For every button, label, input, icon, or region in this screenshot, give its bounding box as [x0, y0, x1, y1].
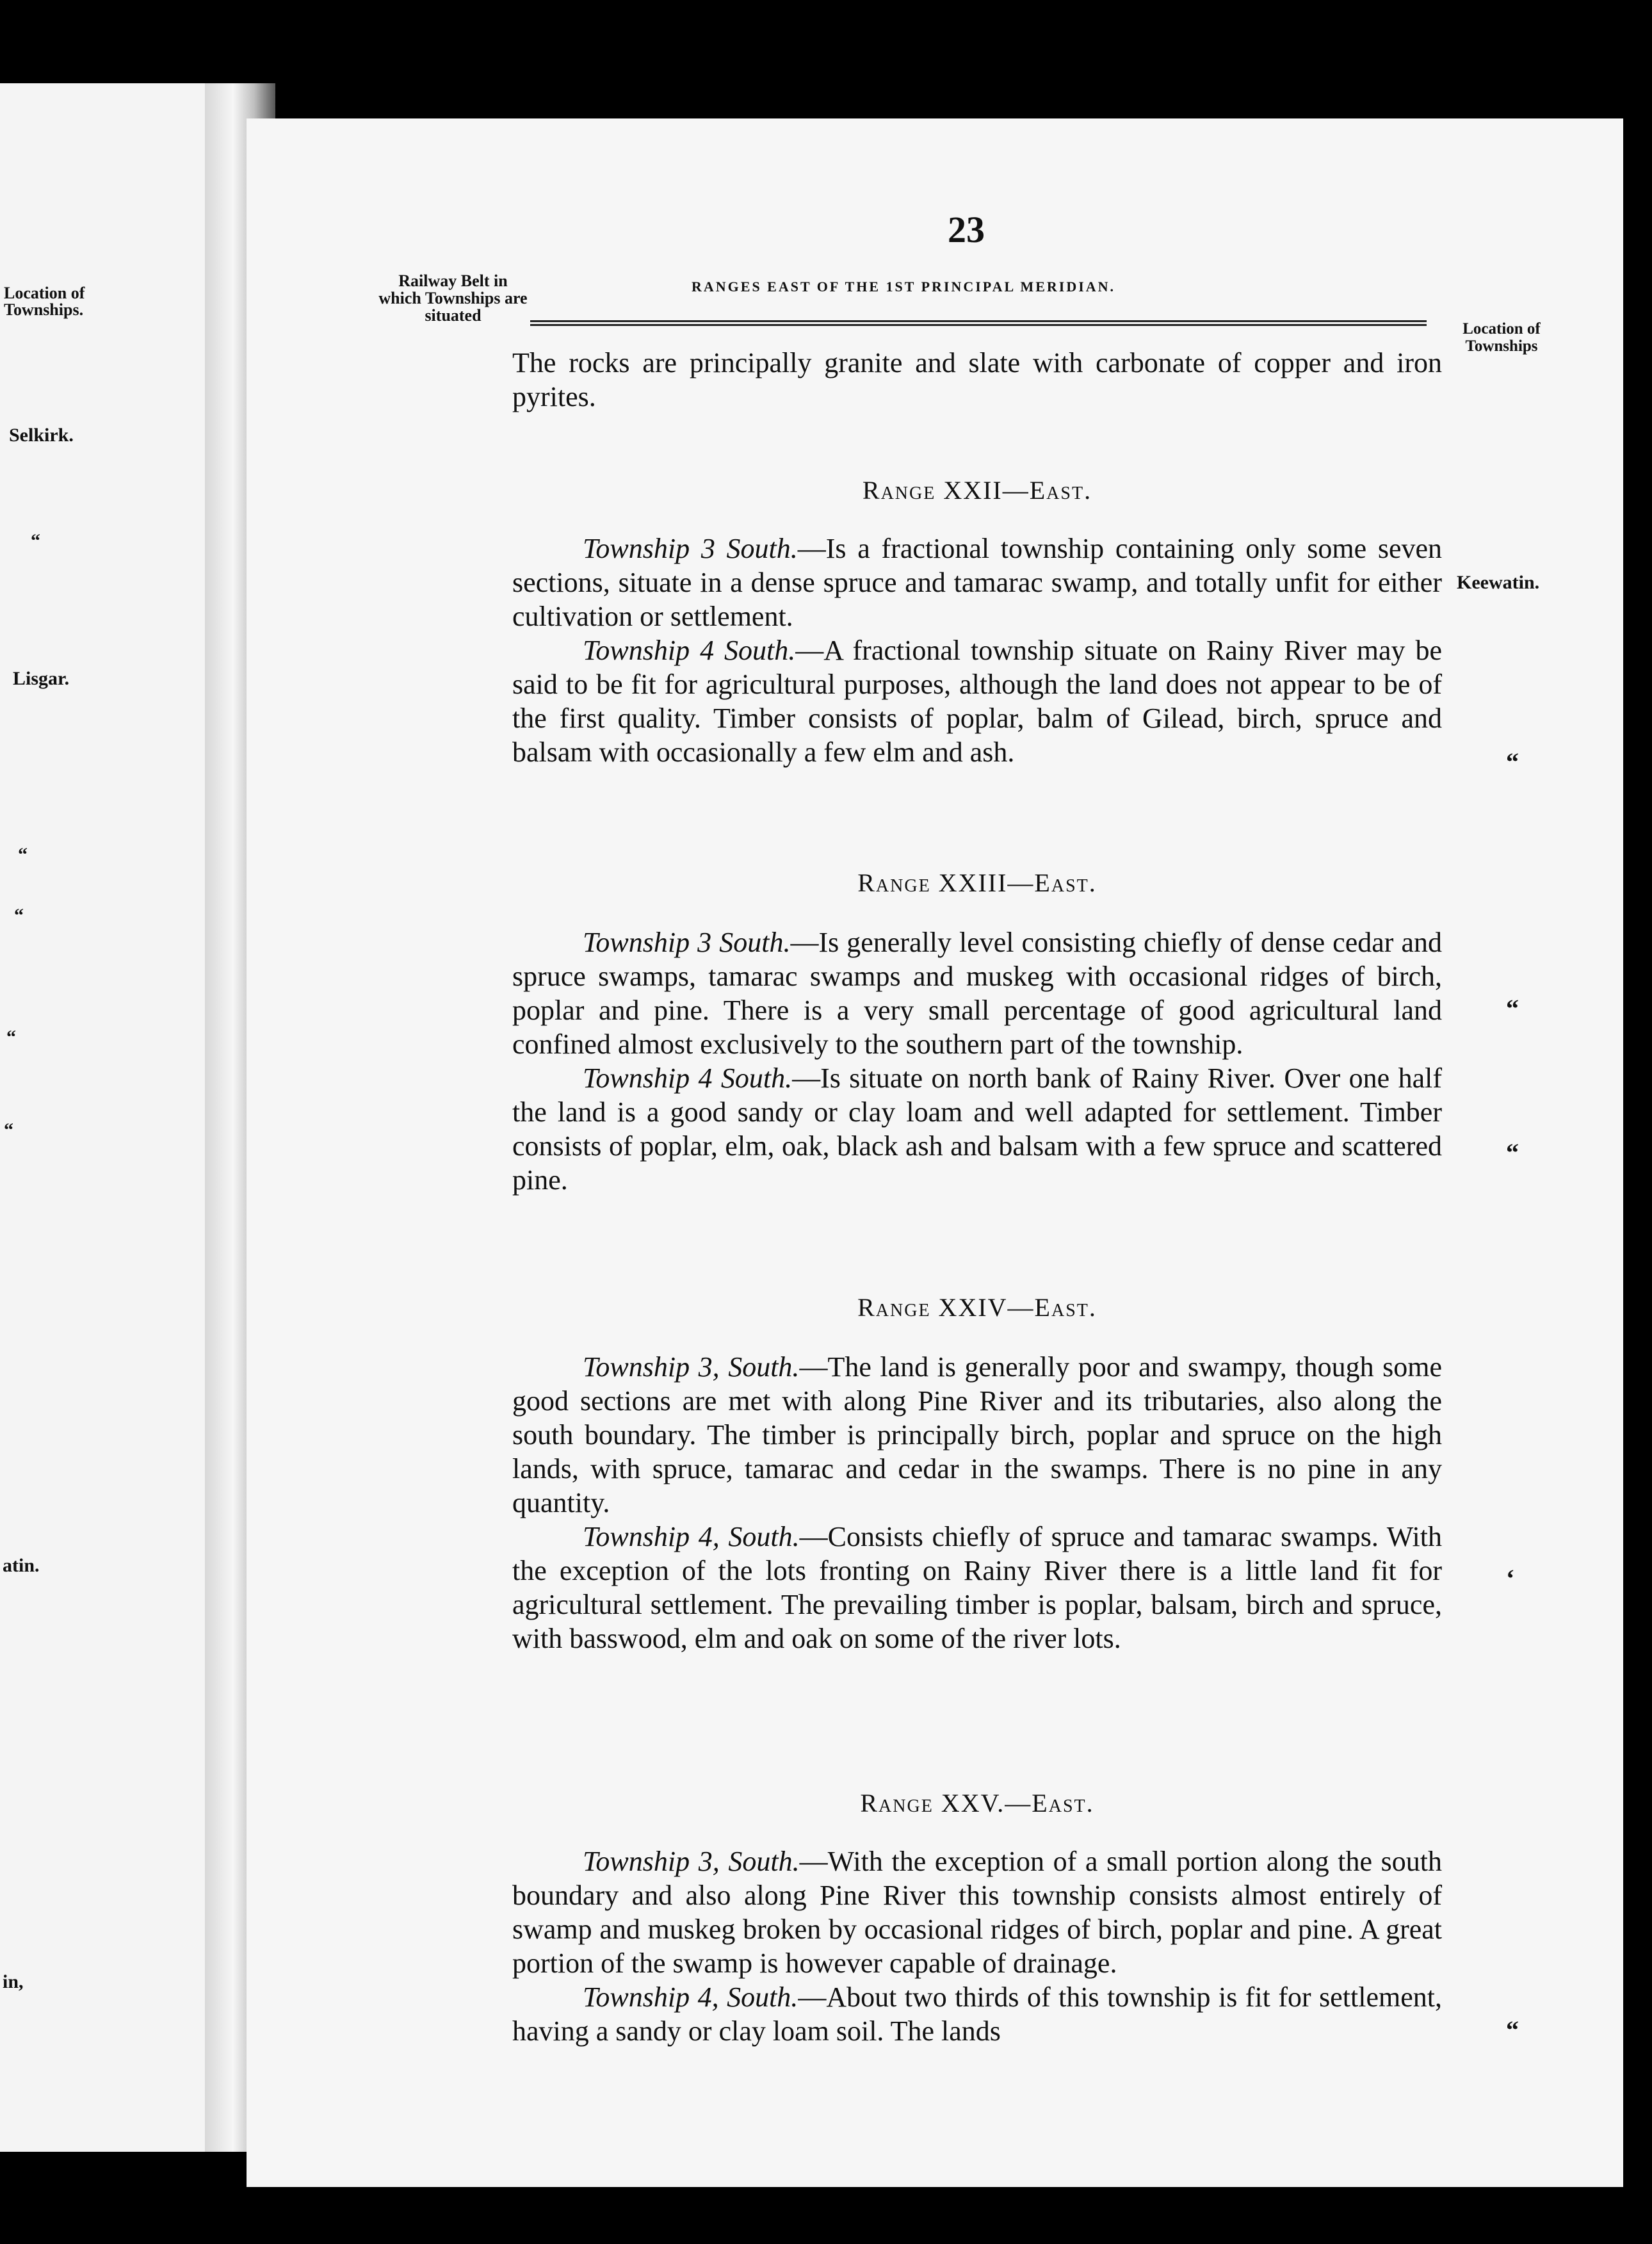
right-margin-note: Keewatin.: [1457, 572, 1540, 593]
range-heading-text: Range XXV.—East.: [860, 1789, 1094, 1817]
township-label: Township 3, South.: [583, 1846, 800, 1877]
township-paragraph: [512, 1844, 1442, 1980]
left-page-note: atin.: [3, 1555, 40, 1576]
township-text: —A fractional township situate on Rainy River may be said to be fit for agricultural purposes, although the land does not appear to be of the first quality. Timber consists of poplar, balm of Gilead, birch, spruce and balsam with occasionally a few elm and ash.: [512, 635, 1442, 768]
left-page-note: in,: [3, 1971, 24, 1992]
range-heading: [512, 868, 1442, 898]
range-heading-text: Range XXIV—East.: [857, 1293, 1097, 1322]
township-text: —Is generally level consisting chiefly of dense cedar and spruce swamps, tamarac swamps and muskeg with occasional ridges of birch, poplar and pine. There is a very small percentage of good agricultural land confined almost exclusively to the southern part of the township.: [512, 927, 1443, 1060]
township-label: Township 4, South.: [583, 1521, 800, 1552]
township-paragraph: [512, 1980, 1442, 2048]
township-text: —With the exception of a small portion along the south boundary and also along Pine River this township consists almost entirely of swamp and muskeg broken by occasional ridges of birch, poplar and pine. A great portion of the swamp is however capable of drainage.: [512, 1846, 1442, 1979]
header-rule: [530, 320, 1427, 326]
township-paragraph: [512, 1350, 1442, 1520]
left-page-note: “: [4, 1119, 13, 1141]
township-label: Township 4 South.: [583, 1062, 793, 1094]
township-paragraph: [512, 1061, 1442, 1197]
left-page-note: “: [31, 530, 40, 551]
township-paragraph: [512, 925, 1442, 1061]
range-heading: [512, 1788, 1442, 1818]
right-margin-header: Location of Townships: [1462, 320, 1541, 355]
range-heading-text: Range XXIII—East.: [857, 868, 1097, 897]
township-text: —Consists chiefly of spruce and tamarac swamps. With the exception of the lots fronting on Rainy River there is a little land fit for agricultural settlement. The prevailing timber is poplar, balsam, birch and spruce, with basswood, elm and oak on some of the river lots.: [512, 1521, 1442, 1654]
range-heading-text: Range XXII—East.: [862, 476, 1092, 505]
township-text: —The land is generally poor and swampy, though some good sections are met with along Pine River and its tributaries, also along the south boundary. The timber is principally birch, poplar and spruce on the high lands, with spruce, tamarac and cedar in the swamps. There is no pine in any quantity.: [512, 1351, 1443, 1518]
left-page-note: Selkirk.: [9, 425, 74, 446]
township-paragraph: [512, 1520, 1442, 1655]
township-label: Township 4, South.: [583, 1981, 798, 2013]
page-number: 23: [948, 209, 985, 250]
township-label: Township 3 South.: [583, 927, 791, 958]
range-heading: [512, 1292, 1442, 1322]
left-page-note: “: [6, 1027, 16, 1048]
left-page-header: Location of Townships.: [4, 284, 85, 319]
range-xxv-section: [512, 1844, 1442, 2048]
range-xxiv-section: [512, 1350, 1442, 1655]
right-margin-note: ‘: [1506, 1564, 1515, 1593]
right-margin-note: “: [1506, 2015, 1519, 2044]
range-heading: [512, 475, 1442, 505]
township-label: Township 3, South.: [583, 1351, 800, 1383]
left-margin-header: Railway Belt in which Townships are situated: [378, 272, 528, 325]
range-xxii-section: [512, 532, 1442, 769]
intro-text: The rocks are principally granite and slate with carbonate of copper and iron pyrites.: [512, 347, 1442, 412]
township-label: Township 4 South.: [583, 635, 796, 666]
right-margin-note: “: [1506, 994, 1519, 1023]
left-page-note: Lisgar.: [13, 668, 70, 689]
township-label: Township 3 South.: [583, 533, 798, 564]
township-text: —Is a fractional township containing only some seven sections, situate in a dense spruce and tamarac swamp, and totally unfit for either cultivation or settlement.: [512, 533, 1442, 632]
township-text: —About two thirds of this township is fit for settlement, having a sandy or clay loam soil. The lands: [512, 1981, 1442, 2047]
township-paragraph: [512, 532, 1442, 633]
township-text: —Is situate on north bank of Rainy River. Over one half the land is a good sandy or clay loam and well adapted for settlement. Timber consists of poplar, elm, oak, black ash and balsam with a few spruce and scattered pine.: [512, 1062, 1442, 1196]
right-margin-note: “: [1506, 747, 1519, 776]
right-margin-note: “: [1506, 1138, 1519, 1167]
left-page-note: “: [18, 844, 28, 865]
range-xxiii-section: [512, 925, 1442, 1197]
running-head: RANGES EAST OF THE 1ST PRINCIPAL MERIDIAN.: [692, 279, 1116, 295]
township-paragraph: [512, 633, 1442, 769]
left-page-note: “: [14, 905, 24, 926]
intro-paragraph: [512, 346, 1442, 414]
